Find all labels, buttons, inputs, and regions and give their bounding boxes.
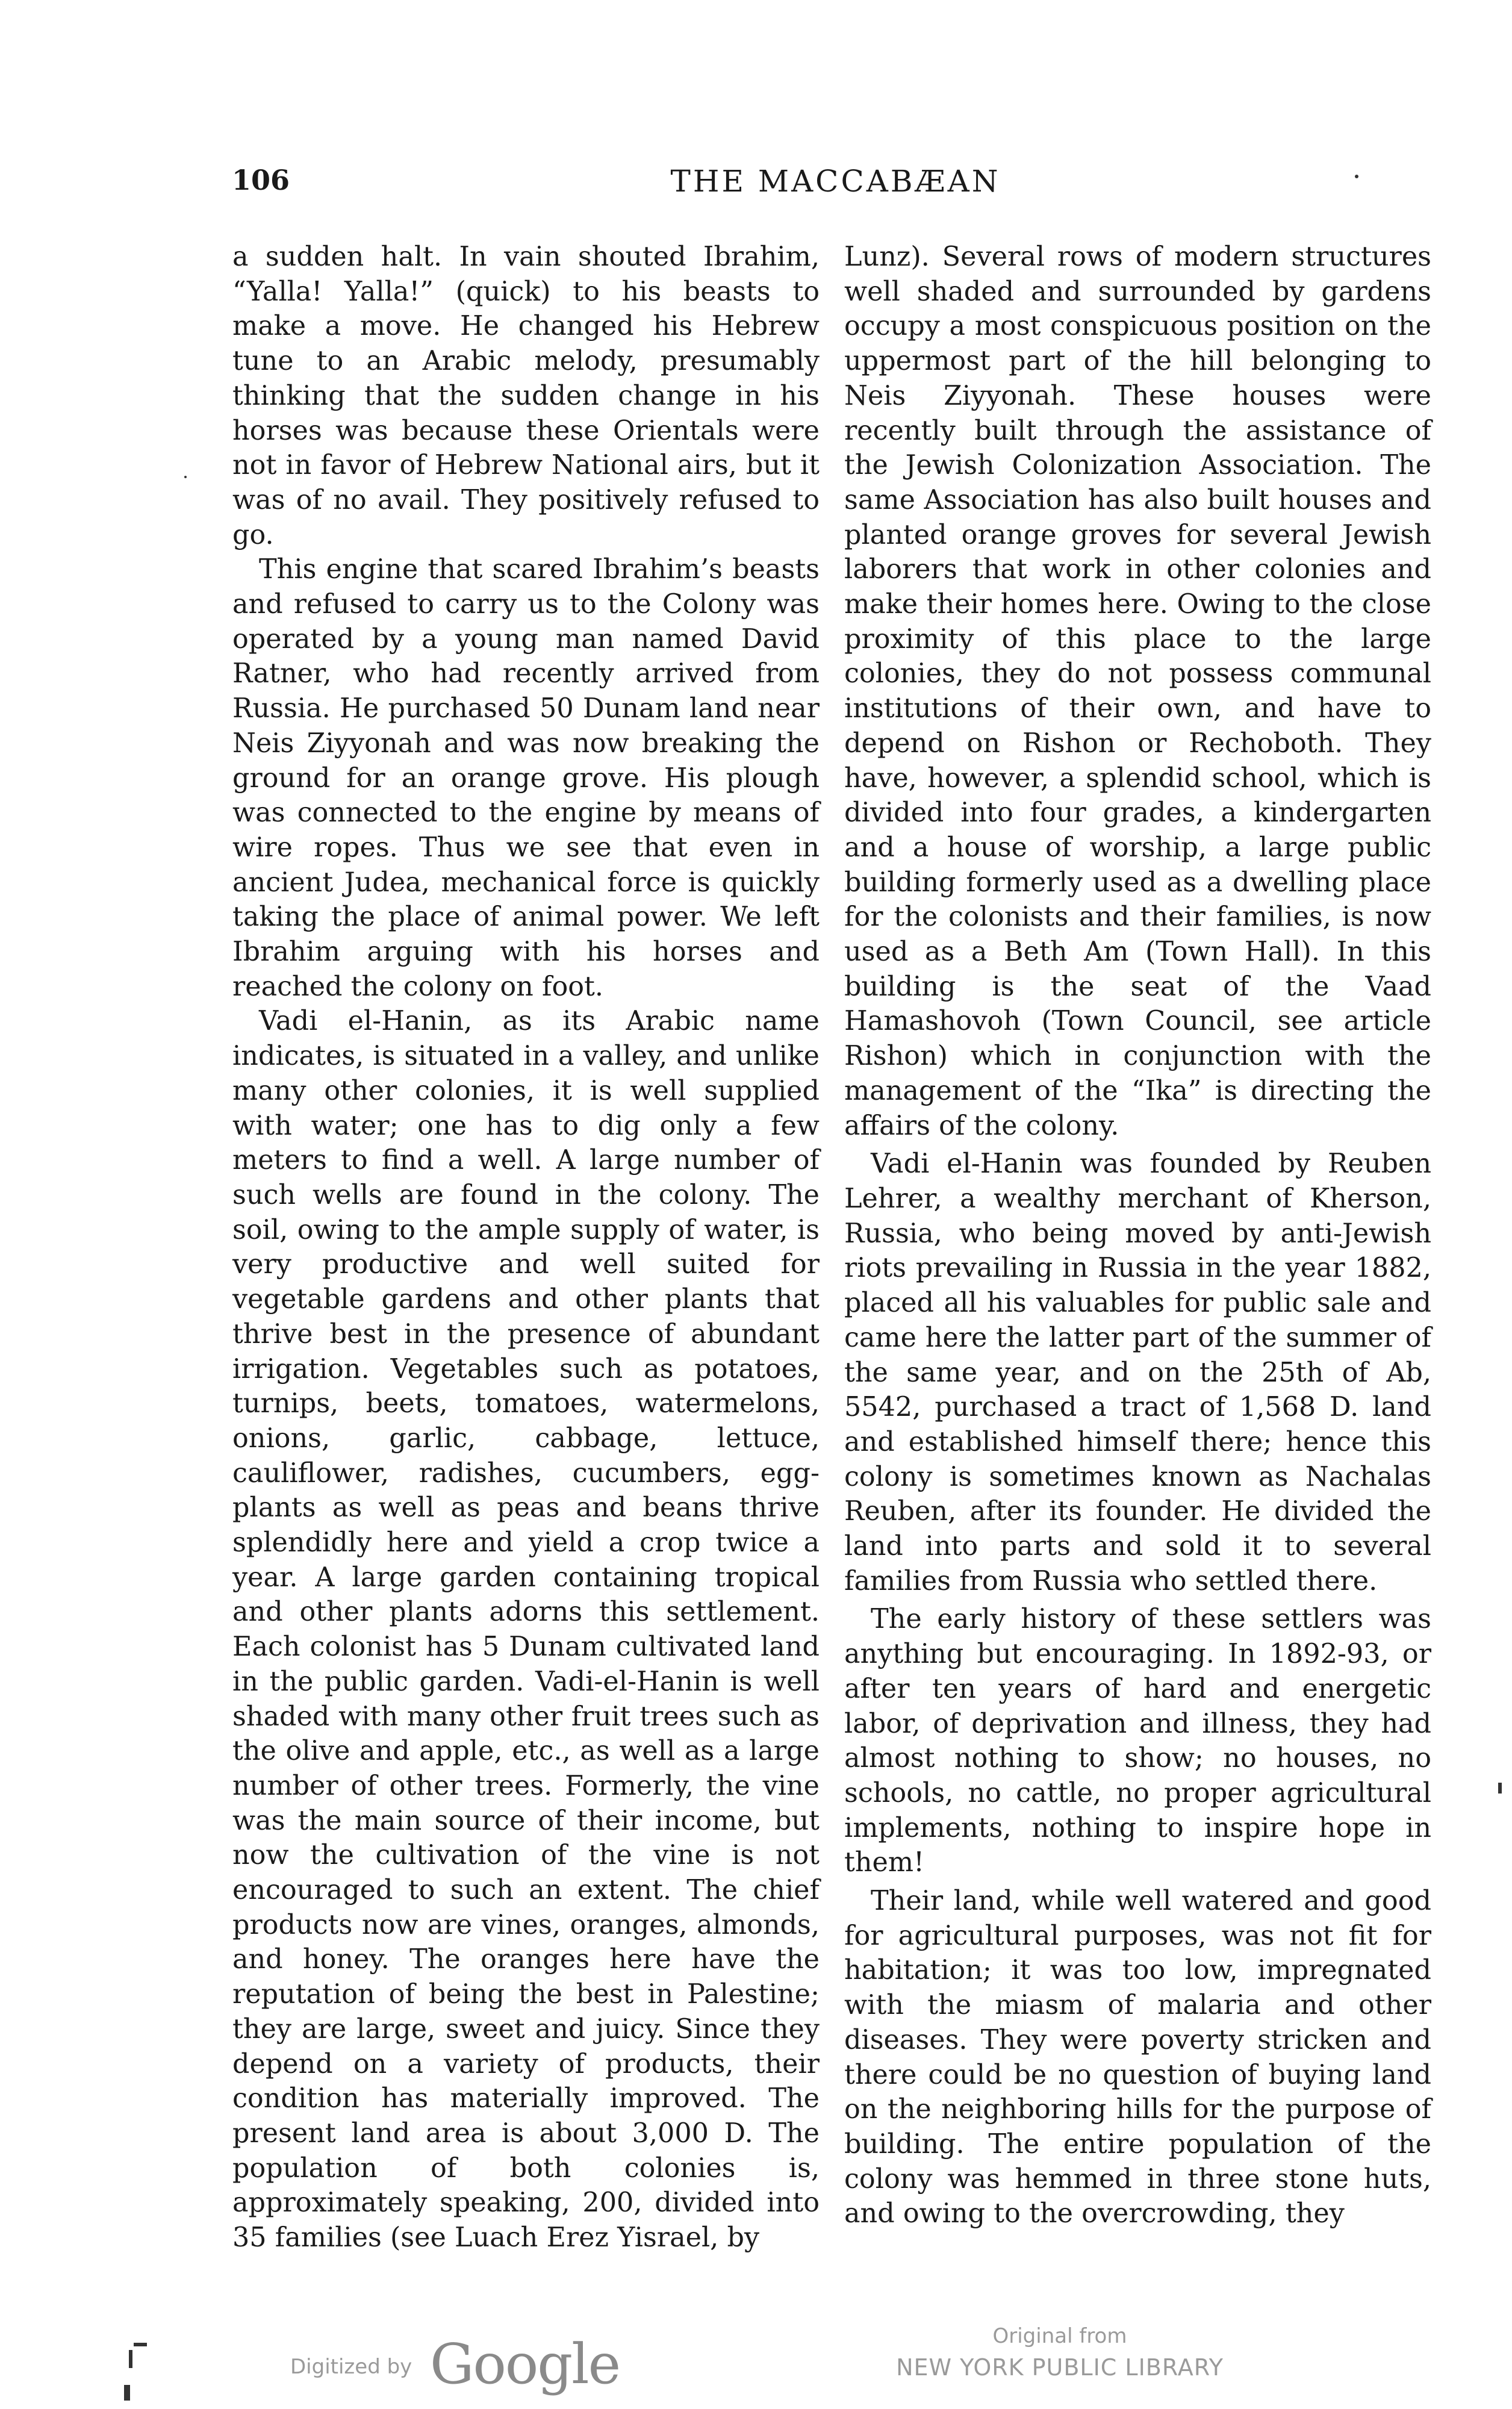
right-paragraph-1: Lunz). Several rows of modern structures well shaded and surrounded by gardens occupy a most conspicuous position on the uppermost part of the hill belonging to Neis Ziyyonah. These houses were recently built through the assistance of the Jewish Colonization Association. The same Association has also built houses and planted orange groves for several Jewish laborers that work in other colonies and make their homes here. Owing to the close proximity of this place to the large colonies, they do not possess communal institutions of their own, and have to depend on Rishon or Rechoboth. They have, however, a splendid school, which is divided into four grades, a kindergarten and a house of worship, a large public building formerly used as a dwelling place for the colonists and their families, is now used as a Beth Am (Town Hall). In this building is the seat of the Vaad Hamashovoh (Town Council, see article Rishon) which in conjunction with the management of the “Ika” is directing the affairs of the colony. — [844, 242, 1431, 1141]
original-from-label: Original from — [992, 2324, 1127, 2348]
left-paragraph-2: This engine that scared Ibrahim’s beasts and refused to carry us to the Colony was operated by a young man named David Ratner, who had recently arrived from Russia. He purchased 50 Dunam land near Neis Ziyyonah and was now breaking the ground for an orange grove. His plough was connected to the engine by means of wire ropes. Thus we see that even in ancient Judea, mechanical force is quickly taking the place of animal power. We left Ibrahim arguing with his horses and reached the colony on foot. — [232, 554, 820, 1002]
original-source — [879, 2322, 1240, 2384]
left-column — [232, 240, 820, 2255]
digitized-label: Digitized by — [290, 2355, 412, 2379]
scan-speck — [184, 476, 187, 478]
left-paragraph-1: a sudden halt. In vain shouted Ibrahim, “Yalla! Yalla!” (quick) to his beasts to make a move. He changed his Hebrew tune to an Arabic melody, presumably thinking that the sudden change in his horses was because these Orientals were not in favor of Hebrew National airs, but it was of no avail. They positively refused to go. — [232, 242, 820, 550]
page-number: 106 — [232, 164, 290, 196]
scan-speck — [1355, 175, 1358, 178]
left-paragraph-3: Vadi el-Hanin, as its Arabic name indicates, is situated in a valley, and unlike many other colonies, it is well supplied with water; one has to dig only a few meters to find a well. A large number of such wells are found in the colony. The soil, owing to the ample supply of water, is very productive and well suited for vegetable gardens and other plants that thrive best in the presence of abundant irrigation. Vegetables such as potatoes, turnips, beets, tomatoes, watermelons, onions, garlic, cabbage, lettuce, cauliflower, radishes, cucumbers, egg-plants as well as peas and beans thrive splendidly here and yield a crop twice a year. A large garden containing tropical and other plants adorns this settlement. Each colonist has 5 Dunam cultivated land in the public garden. Vadi-el-Hanin is well shaded with many other fruit trees such as the olive and apple, etc., as well as a large number of other trees. Formerly, the vine was the main source of their income, but now the cultivation of the vine is not encouraged to such an extent. The chief products now are vines, oranges, almonds, and honey. The oranges here have the reputation of being the best in Palestine; they are large, sweet and juicy. Since they depend on a variety of products, their condition has materially improved. The present land area is about 3,000 D. The population of both colonies is, approximately speaking, 200, divided into 35 families (see Luach Erez Yisrael, by — [232, 1006, 820, 2254]
scan-speck — [1498, 1783, 1502, 1794]
scan-margin-mark — [134, 2343, 147, 2346]
journal-title: THE MACCABÆAN — [670, 164, 1001, 199]
scan-margin-mark — [129, 2350, 132, 2368]
right-paragraph-4: Their land, while well watered and good for agricultural purposes, was not fit for habitation; it was too low, impregnated with the miasm of malaria and other diseases. They were poverty stricken and there could be no question of buying land on the neighboring hills for the purpose of building. The entire population of the colony was hemmed in three stone huts, and owing to the overcrowding, they — [844, 1886, 1431, 2230]
scan-margin-mark — [124, 2385, 130, 2401]
right-paragraph-2: Vadi el-Hanin was founded by Reuben Lehrer, a wealthy merchant of Kherson, Russia, who being moved by anti-Jewish riots prevailing in Russia in the year 1882, placed all his valuables for public sale and came here the latter part of the summer of the same year, and on the 25th of Ab, 5542, purchased a tract of 1,568 D. land and established himself there; hence this colony is sometimes known as Nachalas Reuben, after its founder. He divided the land into parts and sold it to several families from Russia who settled there. — [844, 1148, 1431, 1597]
page-header — [232, 164, 1439, 206]
google-logo: Google — [430, 2332, 620, 2396]
digitized-by-google — [290, 2332, 627, 2398]
right-paragraph-3: The early history of these settlers was anything but encouraging. In 1892-93, or after ten years of hard and energetic labor, of deprivation and illness, they had almost nothing to show; no houses, no schools, no cattle, no proper agricultural implements, nothing to inspire hope in them! — [844, 1604, 1431, 1878]
library-name: NEW YORK PUBLIC LIBRARY — [896, 2354, 1224, 2381]
right-column — [844, 240, 1431, 2231]
